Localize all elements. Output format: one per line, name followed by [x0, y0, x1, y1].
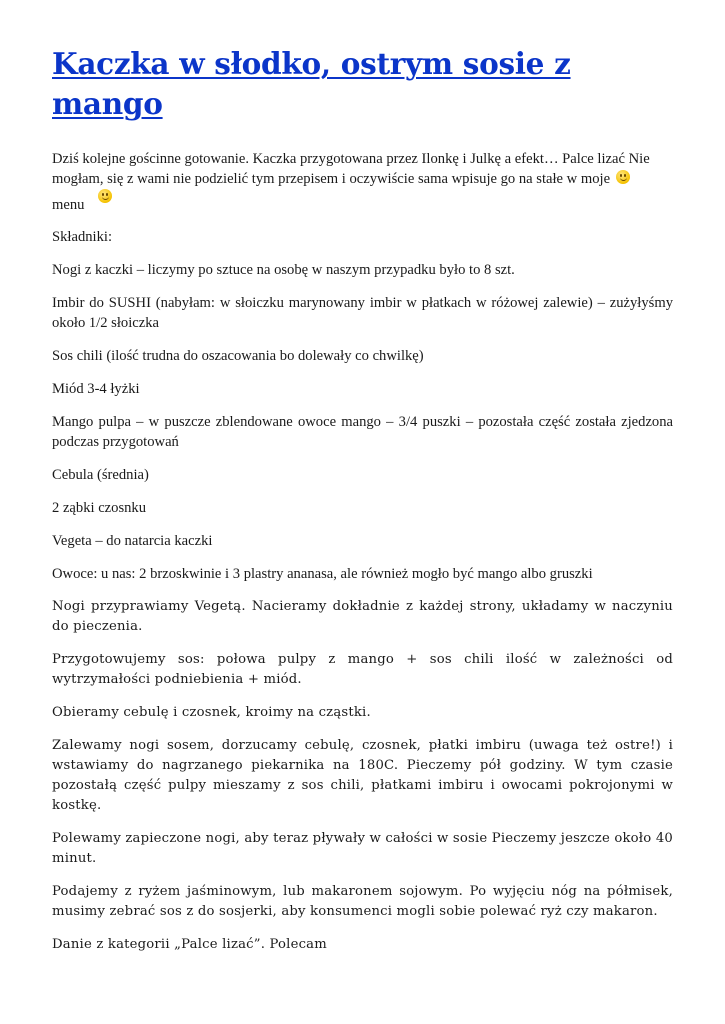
step-paragraph: Podajemy z ryżem jaśminowym, lub makaronem sojowym. Po wyjęciu nóg na półmisek, musimy zebrać sos z do sosjerki, aby konsumenci mogli sobie polewać ryż czy makaron.: [52, 884, 673, 919]
step-paragraph: Zalewamy nogi sosem, dorzucamy cebulę, czosnek, płatki imbiru (uwaga też ostre!) i wstawiamy do nagrzanego piekarnika na 180C. Pieczemy pół godziny. W tym czasie pozostałą część pulpy mieszamy z sos chili, płatkami imbiru i owocami pokrojonymi w kostkę.: [52, 738, 673, 813]
ingredients-heading: Składniki:: [52, 229, 112, 245]
ingredient-item: Miód 3-4 łyżki: [52, 381, 140, 397]
smiley-emoji-icon: [98, 189, 112, 203]
article-title-link[interactable]: Kaczka w słodko, ostrym sosie z mango: [52, 46, 571, 121]
ingredient-item: Imbir do SUSHI (nabyłam: w słoiczku marynowany imbir w płatkach w różowej zalewie) – zużyłyśmy około 1/2 słoiczka: [52, 295, 673, 331]
step-paragraph: Polewamy zapieczone nogi, aby teraz pływały w całości w sosie Pieczemy jeszcze około 40 minut.: [52, 831, 673, 866]
ingredient-item: Vegeta – do natarcia kaczki: [52, 533, 213, 549]
article-body: [52, 149, 673, 955]
ingredient-item: Sos chili (ilość trudna do oszacowania bo dolewały co chwilkę): [52, 348, 424, 364]
ingredient-item: Cebula (średnia): [52, 467, 149, 483]
ingredient-item: Owoce: u nas: 2 brzoskwinie i 3 plastry ananasa, ale również mogło być mango albo gruszki: [52, 566, 593, 582]
closing-paragraph: Danie z kategorii „Palce lizać”. Polecam: [52, 937, 327, 952]
ingredient-item: Mango pulpa – w puszcze zblendowane owoce mango – 3/4 puszki – pozostała część została zjedzona podczas przygotowań: [52, 414, 673, 450]
article: [52, 0, 673, 968]
smiley-emoji-icon: [616, 170, 630, 184]
intro-text: Dziś kolejne gościnne gotowanie. Kaczka przygotowana przez Ilonkę i Julkę a efekt… Palce lizać Nie mogłam, się z wami nie podzielić tym przepisem i oczywiście sama wpisuje go na stałe w moje: [52, 151, 650, 187]
ingredient-item: Nogi z kaczki – liczymy po sztuce na osobę w naszym przypadku było to 8 szt.: [52, 262, 515, 278]
ingredient-item: 2 ząbki czosnku: [52, 500, 147, 516]
intro-tail: menu: [52, 197, 85, 213]
step-paragraph: Obieramy cebulę i czosnek, kroimy na cząstki.: [52, 705, 371, 720]
intro-paragraph: [52, 149, 673, 215]
step-paragraph: Przygotowujemy sos: połowa pulpy z mango + sos chili ilość w zależności od wytrzymałości podniebienia + miód.: [52, 652, 673, 687]
article-title: [52, 44, 673, 124]
step-paragraph: Nogi przyprawiamy Vegetą. Nacieramy dokładnie z każdej strony, układamy w naczyniu do pieczenia.: [52, 599, 673, 634]
